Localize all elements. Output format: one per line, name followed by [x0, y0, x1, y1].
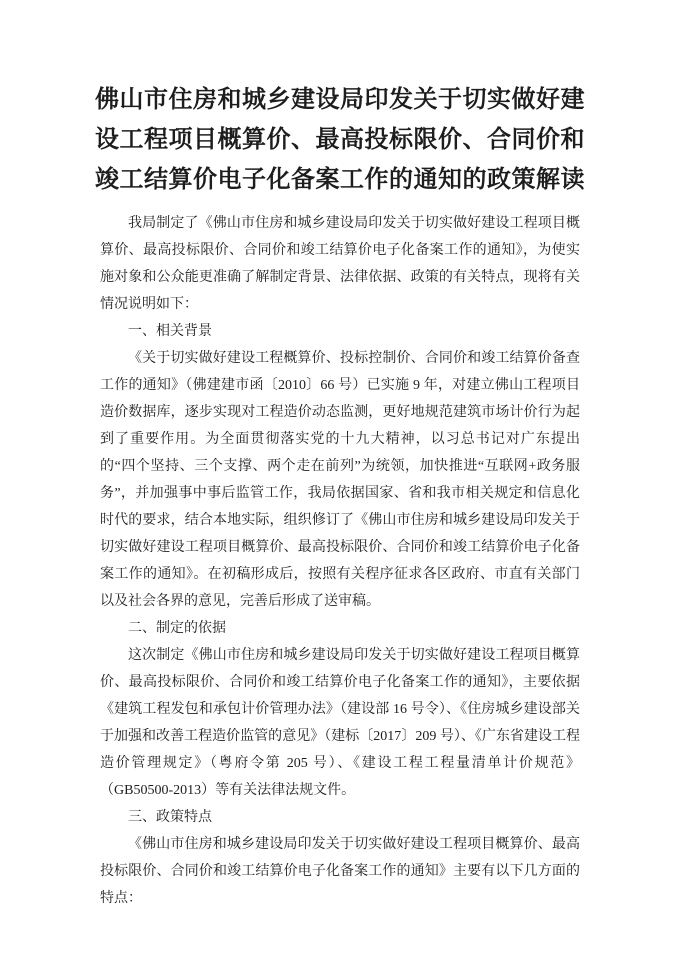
- document-title: 佛山市住房和城乡建设局印发关于切实做好建设工程项目概算价、最高投标限价、合同价和竣工结算价电子化备案工作的通知的政策解读: [95, 87, 585, 193]
- paragraph: 《关于切实做好建设工程概算价、投标控制价、合同价和竣工结算价备查工作的通知》（佛建建市函〔2010〕66 号）已实施 9 年，对建立佛山工程项目造价数据库，逐步实现对工程造价动态监测，更好地规范建筑市场计价行为起到了重要作用。为全面贯彻落实党的十九大精神，以习总书记对广东提出的“四个坚持、三个支撑、两个走在前列”为统领，加快推进“互联网+政务服务”，并加强事中事后监管工作，我局依据国家、省和我市相关规定和信息化时代的要求，结合本地实际，组织修订了《佛山市住房和城乡建设局印发关于切实做好建设工程项目概算价、最高投标限价、合同价和竣工结算价电子化备案工作的通知》。在初稿形成后，按照有关程序征求各区政府、市直有关部门以及社会各界的意见，完善后形成了送审稿。: [100, 351, 580, 609]
- section-heading: 三、政策特点: [128, 810, 212, 825]
- paragraph: 《佛山市住房和城乡建设局印发关于切实做好建设工程项目概算价、最高投标限价、合同价和竣工结算价电子化备案工作的通知》主要有以下几方面的特点：: [100, 837, 580, 906]
- section-heading: 一、相关背景: [128, 324, 212, 339]
- paragraph: 我局制定了《佛山市住房和城乡建设局印发关于切实做好建设工程项目概算价、最高投标限价、合同价和竣工结算价电子化备案工作的通知》，为使实施对象和公众能更准确了解制定背景、法律依据、政策的有关特点，现将有关情况说明如下：: [100, 216, 580, 312]
- paragraph: 这次制定《佛山市住房和城乡建设局印发关于切实做好建设工程项目概算价、最高投标限价、合同价和竣工结算价电子化备案工作的通知》，主要依据《建筑工程发包和承包计价管理办法》（建设部 16 号令）、《住房城乡建设部关于加强和改善工程造价监管的意见》（建标〔2017〕209 号）、《广东省建设工程造价管理规定》（粤府令第 205 号）、《建设工程工程量清单计价规范》（GB50500-2013）等有关法律法规文件。: [100, 648, 580, 798]
- section-heading: 二、制定的依据: [128, 621, 226, 636]
- document-body: [100, 210, 580, 912]
